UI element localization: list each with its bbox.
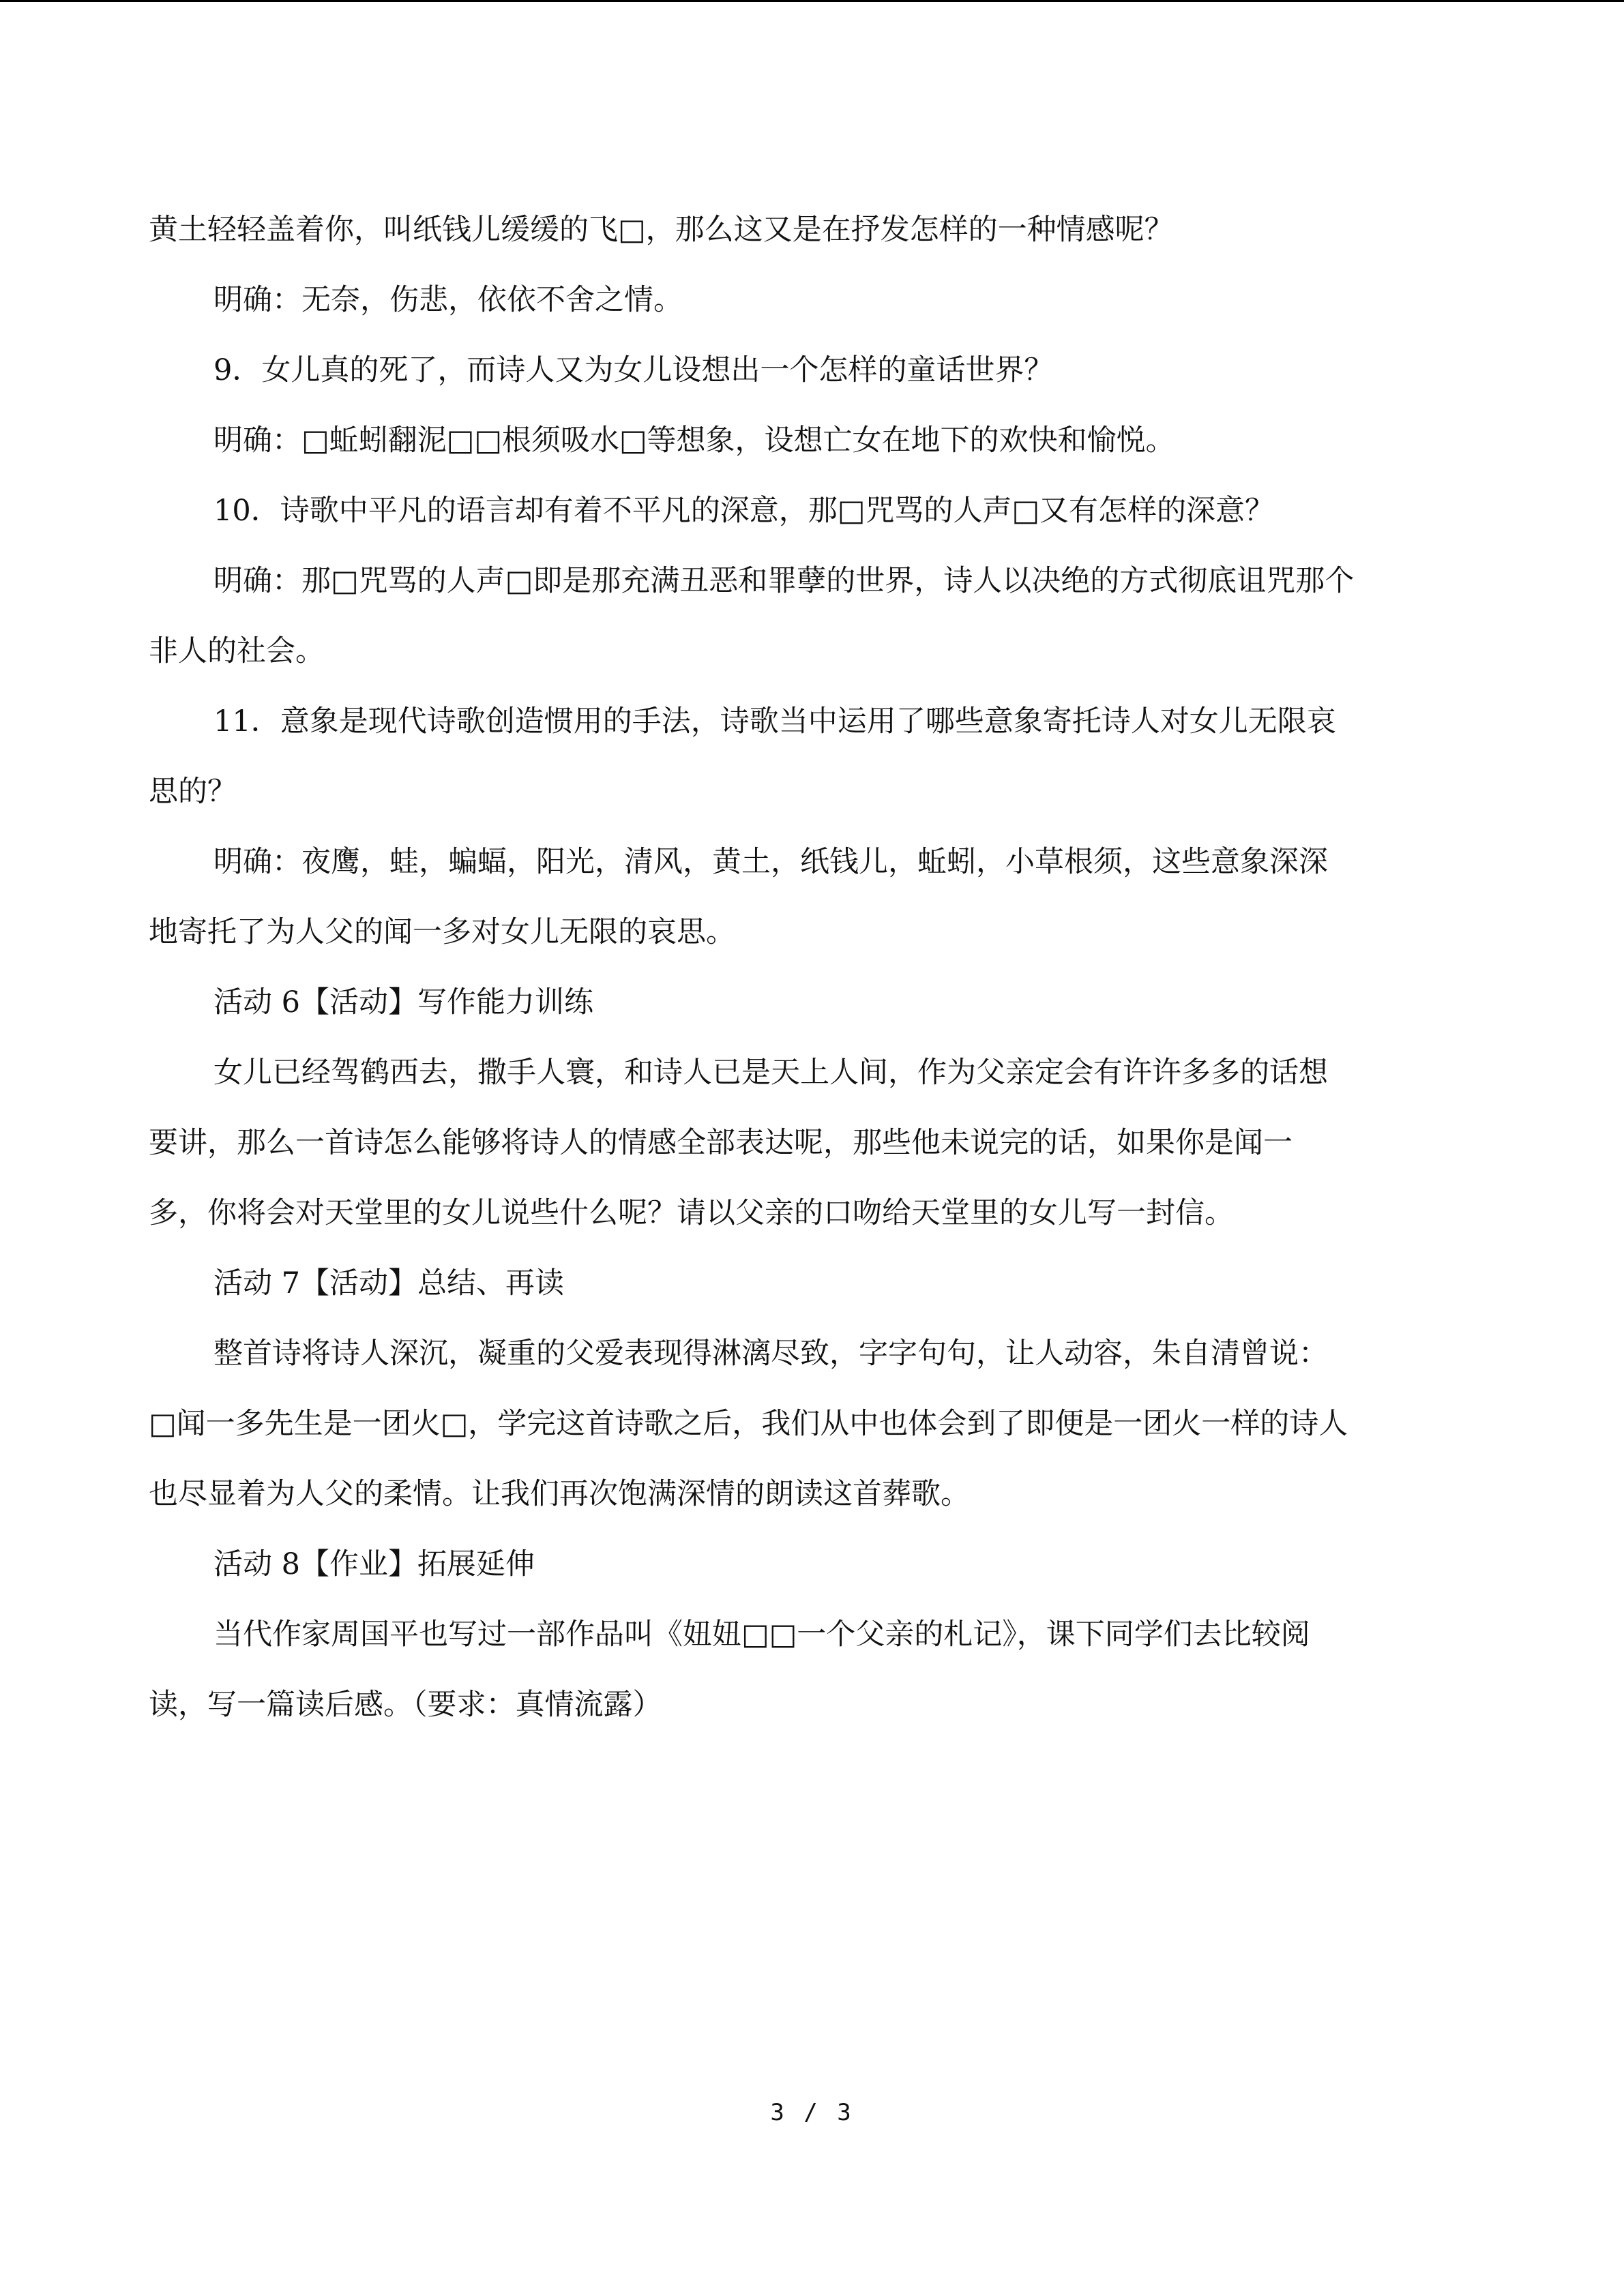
activity-6-text: 女儿已经驾鹤西去，撒手人寰，和诗人已是天上人间，作为父亲定会有许许多多的话想	[213, 1056, 1328, 1090]
answer-line: 明确：□蚯蚓翻泥□□根须吸水□等想象，设想亡女在地下的欢快和愉悦。	[213, 423, 1175, 458]
body-line: 读，写一篇读后感。（要求：真情流露）	[149, 1688, 662, 1722]
body-line: 黄土轻轻盖着你，叫纸钱儿缓缓的飞□，那么这又是在抒发怎样的一种情感呢？	[149, 213, 1174, 247]
activity-7-text: 整首诗将诗人深沉，凝重的父爱表现得淋漓尽致，字字句句，让人动容，朱自清曾说：	[213, 1337, 1328, 1371]
answer-line: 明确：夜鹰，蛙，蝙蝠，阳光，清风，黄土，纸钱儿，蚯蚓，小草根须，这些意象深深	[213, 845, 1328, 879]
document-body	[149, 208, 1458, 1753]
answer-line: 明确：那□咒骂的人声□即是那充满丑恶和罪孽的世界，诗人以决绝的方式彻底诅咒那个	[213, 564, 1355, 598]
question-10: 10．诗歌中平凡的语言却有着不平凡的深意，那□咒骂的人声□又有怎样的深意？	[213, 494, 1274, 528]
activity-8-heading: 活动 8【作业】拓展延伸	[213, 1547, 535, 1581]
body-line: 要讲，那么一首诗怎么能够将诗人的情感全部表达呢，那些他未说完的话，如果你是闻一	[149, 1126, 1293, 1160]
activity-6-heading: 活动 6【活动】写作能力训练	[213, 985, 594, 1019]
question-9: 9．女儿真的死了，而诗人又为女儿设想出一个怎样的童话世界？	[213, 353, 1054, 387]
page-number: 3 / 3	[770, 2099, 854, 2126]
body-line: 地寄托了为人父的闻一多对女儿无限的哀思。	[149, 915, 735, 949]
body-line: 也尽显着为人父的柔情。让我们再次饱满深情的朗读这首葬歌。	[149, 1477, 970, 1511]
activity-8-text: 当代作家周国平也写过一部作品叫《妞妞□□一个父亲的札记》，课下同学们去比较阅	[213, 1617, 1310, 1652]
body-line: 多，你将会对天堂里的女儿说些什么呢？请以父亲的口吻给天堂里的女儿写一封信。	[149, 1196, 1234, 1230]
body-line: 非人的社会。	[149, 634, 325, 668]
activity-7-heading: 活动 7【活动】总结、再读	[213, 1266, 565, 1300]
top-border-line	[0, 0, 1624, 2]
body-line: □闻一多先生是一团火□，学完这首诗歌之后，我们从中也体会到了即便是一团火一样的诗人	[149, 1407, 1348, 1441]
question-11: 11．意象是现代诗歌创造惯用的手法，诗歌当中运用了哪些意象寄托诗人对女儿无限哀	[213, 704, 1336, 739]
body-line: 思的？	[149, 775, 237, 809]
answer-line: 明确：无奈，伤悲，依依不舍之情。	[213, 283, 683, 317]
